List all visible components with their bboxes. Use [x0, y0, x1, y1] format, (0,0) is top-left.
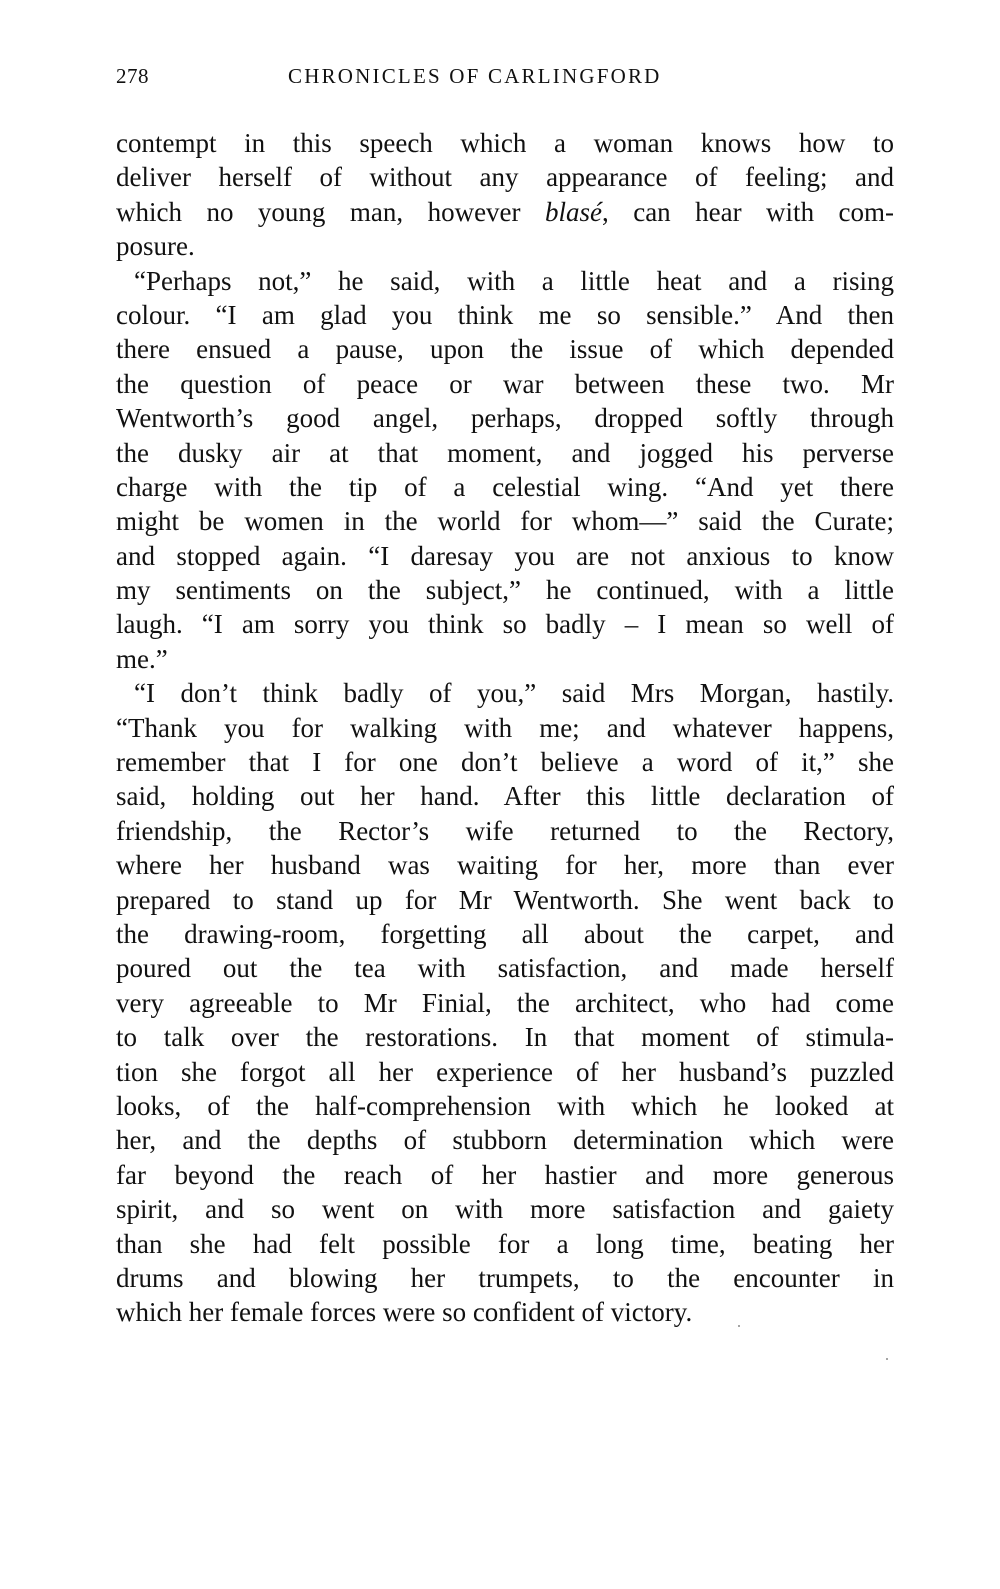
text-line: and stopped again. “I daresay you are not anxious to know: [116, 540, 894, 571]
text-line: far beyond the reach of her hastier and more generous: [116, 1159, 894, 1190]
body-text: [116, 126, 894, 1330]
text-line: her, and the depths of stubborn determination which were: [116, 1125, 894, 1156]
text-line: there ensued a pause, upon the issue of which depended: [116, 334, 894, 365]
text-line: the drawing-room, forgetting all about the carpet, and: [116, 918, 894, 949]
text-line: might be women in the world for whom—” said the Curate;: [116, 506, 894, 537]
text-line: colour. “I am glad you think me so sensible.” And then: [116, 299, 894, 330]
text-line: drums and blowing her trumpets, to the encounter in: [116, 1262, 894, 1293]
text-line: charge with the tip of a celestial wing. “And yet there: [116, 471, 894, 502]
text-line: laugh. “I am sorry you think so badly – I mean so well of: [116, 609, 894, 640]
page-number: 278: [116, 64, 149, 88]
text-line: to talk over the restorations. In that moment of stimula-: [116, 1022, 894, 1053]
text-line: which no young man, however blasé, can hear with com-: [116, 196, 895, 227]
text-line: “I don’t think badly of you,” said Mrs Morgan, hastily.: [134, 678, 894, 709]
text-line: looks, of the half-comprehension with which he looked at: [116, 1090, 894, 1121]
text-line: tion she forgot all her experience of her husband’s puzzled: [116, 1056, 894, 1087]
italic-word: blasé: [545, 196, 602, 227]
text-line: said, holding out her hand. After this little declaration of: [116, 781, 894, 812]
text-line: the dusky air at that moment, and jogged his perverse: [116, 437, 894, 468]
running-head: [116, 64, 896, 94]
text-line: me.”: [116, 643, 168, 674]
text-line: deliver herself of without any appearance of feeling; and: [116, 162, 894, 193]
text-line: “Perhaps not,” he said, with a little heat and a rising: [134, 265, 894, 296]
print-speck: [886, 1358, 888, 1360]
text-line: friendship, the Rector’s wife returned to the Rectory,: [116, 815, 894, 846]
text-line: the question of peace or war between these two. Mr: [116, 368, 894, 399]
text-line: prepared to stand up for Mr Wentworth. She went back to: [116, 884, 894, 915]
text-line: very agreeable to Mr Finial, the architect, who had come: [116, 987, 894, 1018]
text-line: Wentworth’s good angel, perhaps, dropped softly through: [116, 403, 894, 434]
text-line: where her husband was waiting for her, more than ever: [116, 850, 894, 881]
text-line: poured out the tea with satisfaction, and made herself: [116, 953, 894, 984]
text-line: “Thank you for walking with me; and whatever happens,: [116, 712, 894, 743]
text-line: which her female forces were so confident of victory.: [116, 1297, 693, 1328]
running-title: CHRONICLES OF CARLINGFORD: [288, 64, 662, 88]
text-line: contempt in this speech which a woman knows how to: [116, 128, 894, 158]
text-line: spirit, and so went on with more satisfaction and gaiety: [116, 1194, 894, 1225]
text-line: posure.: [116, 231, 195, 262]
text-line: remember that I for one don’t believe a word of it,” she: [116, 747, 894, 778]
print-speck: [738, 1325, 740, 1327]
text-line: than she had felt possible for a long time, beating her: [116, 1228, 894, 1259]
text-line: my sentiments on the subject,” he continued, with a little: [116, 575, 894, 606]
